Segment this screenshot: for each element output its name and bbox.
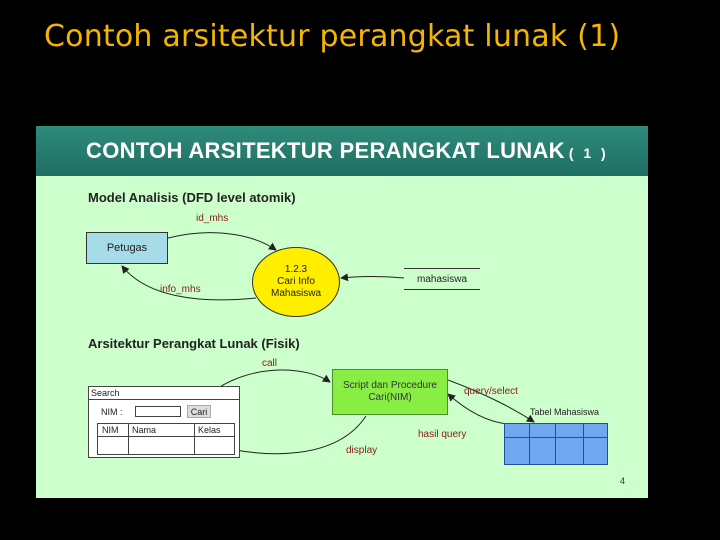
form-title-divider	[89, 399, 239, 400]
flow-label-id-mhs: id_mhs	[196, 213, 229, 224]
grid-divider	[128, 424, 129, 454]
search-form-mockup	[88, 386, 240, 458]
flow-label-call: call	[262, 358, 278, 369]
process-id: 1.2.3	[284, 264, 308, 275]
grid-header-divider	[98, 436, 234, 437]
panel-header-number: ( 1 )	[568, 145, 609, 161]
grid-column-nama: Nama	[132, 425, 157, 435]
flow-label-query: query/select	[464, 386, 518, 397]
script-line2: Cari(NIM)	[368, 392, 412, 403]
cari-button[interactable]: Cari	[187, 405, 211, 418]
section-dfd-title: Model Analisis (DFD level atomik)	[88, 190, 296, 205]
result-grid	[97, 423, 235, 455]
table-mahasiswa-title: Tabel Mahasiswa	[530, 407, 600, 417]
process-cari-info	[252, 247, 340, 317]
diagram-panel	[36, 126, 648, 498]
nim-label: NIM :	[101, 407, 123, 417]
panel-header-main: CONTOH ARSITEKTUR PERANGKAT LUNAK	[86, 138, 565, 163]
flow-arrow-id-mhs	[168, 233, 276, 250]
grid-column-nim: NIM	[102, 425, 119, 435]
flow-label-result: hasil query	[418, 429, 467, 440]
table-icon-divider	[583, 424, 584, 464]
table-icon-header-divider	[505, 437, 607, 438]
script-procedure-box	[332, 369, 448, 415]
flow-label-display: display	[346, 445, 378, 456]
script-line1: Script dan Procedure	[343, 380, 437, 391]
flow-arrow-mahasiswa	[341, 277, 404, 279]
process-name-line2: Mahasiswa	[270, 288, 322, 299]
data-store-mahasiswa: mahasiswa	[404, 268, 480, 290]
slide-title: Contoh arsitektur perangkat lunak (1)	[44, 19, 621, 54]
table-icon-divider	[529, 424, 530, 464]
flow-arrow-result	[448, 394, 508, 424]
page-number: 4	[620, 476, 626, 486]
table-mahasiswa-icon	[504, 423, 608, 465]
grid-column-kelas: Kelas	[198, 425, 221, 435]
nim-input[interactable]	[135, 406, 181, 417]
grid-divider	[194, 424, 195, 454]
section-arch-title: Arsitektur Perangkat Lunak (Fisik)	[88, 336, 300, 351]
search-form-title: Search	[91, 388, 120, 398]
external-entity-petugas: Petugas	[86, 232, 168, 264]
process-name-line1: Cari Info	[277, 276, 315, 287]
flow-label-info-mhs: info_mhs	[160, 284, 201, 295]
table-icon-divider	[555, 424, 556, 464]
